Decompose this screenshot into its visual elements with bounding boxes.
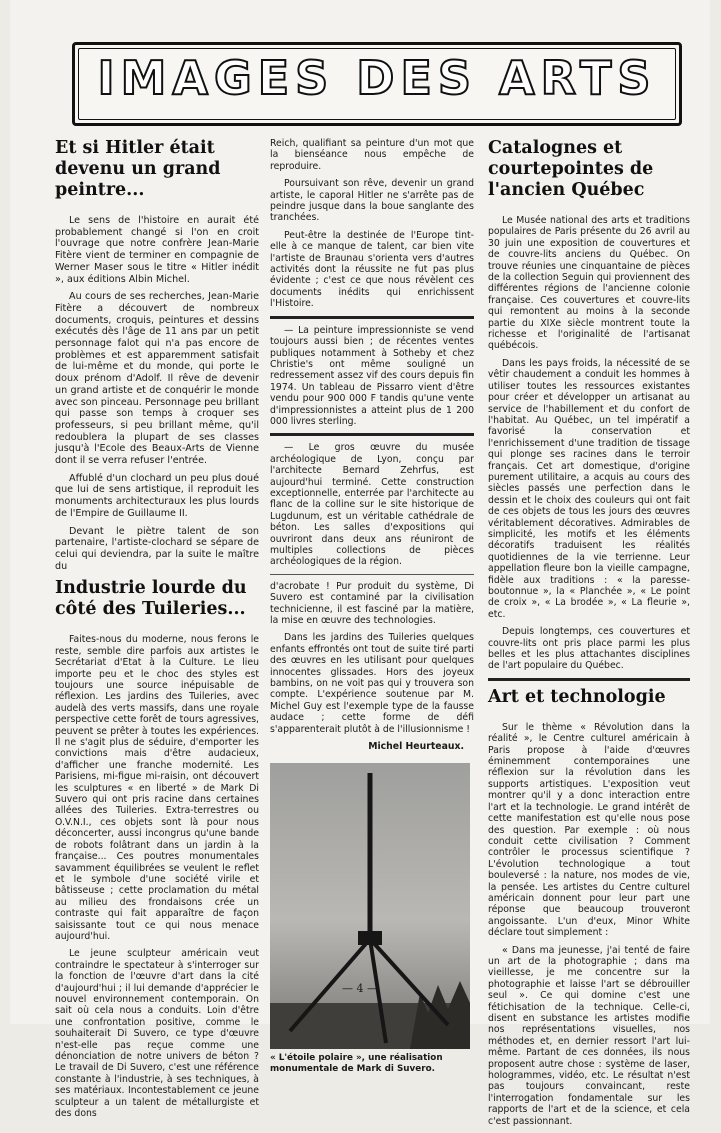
brief-impressionniste: — La peinture impressionniste se vend toujours aussi bien ; de récentes ventes publiques notamment à Sotheby et chez Christie's ont même souligné un redressement assez vif des cours depuis fin 1974. Un tableau de Pissarro vient d'être vendu pour 900 000 F tandis qu'une vente d'impressionnistes a atteint plus de 1 200 000 livres sterling. — [270, 324, 474, 427]
industrie-paragraph: Le jeune sculpteur américain veut contraindre le spectateur à s'interroger sur la fonction de l'œuvre d'art dans la cité d'aujourd'hui ; il lui demande d'apprécier le nouvel environnement contemporain. On sait où cela nous a conduits. Loin d'être une confrontation positive, comme le souhaiterait Di Suvero, ce type d'œuvre n'est-elle pas reçue comme une dénonciation de notre univers de béton ? Le travail de Di Suvero, c'est une référence constante à l'industrie, à ses techniques, à ses matériaux. Incontestablement ce jeune sculpteur a un talent de métallurgiste et des dons — [55, 948, 259, 1120]
column-rule — [270, 433, 474, 436]
catalognes-paragraph: Depuis longtemps, ces couvertures et couvre-lits ont pris place parmi les plus belles et les plus attachantes disciplines de l'art populaire du Québec. — [488, 626, 690, 672]
catalognes-heading: Catalognes et courtepointes de l'ancien Québec — [488, 138, 654, 200]
hitler-paragraph: Au cours de ses recherches, Jean-Marie Fitère a découvert de nombreux documents, croquis, peintures et dessins exécutés dès l'âge de 11 ans par un petit personnage falot qui n'a pas encore de problèmes et est apparemment satisfait de lui-même et du monde, qui porte le doux prénom d'Adolf. Il rêve de devenir un grand artiste et de conquérir le monde avec son pinceau. Personnage peu brillant qui passe son temps à croquer ses professeurs, si peu brillant même, qu'il redoublera la plupart de ses classes jusqu'à l'Ecole des Beaux-Arts de Vienne dont il se verra refuser l'entrée. — [55, 291, 259, 467]
industrie-paragraph: Faites-nous du moderne, nous ferons le reste, semble dire parfois aux artistes le Secrétariat d'Etat à la Culture. Le lieu importe peu et le choc des styles est toujours une source inépuisable de réflexion. Les jardins des Tuileries, avec audelà des verts massifs, dans une royale perspective cette forêt de tours agressives, peuvent se prêter à toutes les expériences. Il ne s'agit plus de séduire, d'emporter les convictions mais d'être audacieux, d'afficher une franche modernité. Les Parisiens, mi-figue mi-raisin, ont découvert les sculptures « en liberté » de Mark Di Suvero qui ont pris racine dans certaines allées des Tuileries. Extra-terrestres ou O.V.N.I., ces objets sont là pour nous déconcerter, aussi incongrus qu'une bande de robots folâtrant dans un jardin à la française... Ces poutres monumentales savamment équilibrées se veulent le reflet et le symbole d'une société virile et bâtisseuse ; cette proclamation du métal au milieu des frondaisons crée un contraste qui fait apparaître de façon saisissante tout ce qui nous menace aujourd'hui. — [55, 634, 259, 942]
catalognes-paragraph: Dans les pays froids, la nécessité de se vêtir chaudement a conduit les hommes à utiliser toutes les ressources existantes pour créer et développer un artisanat au service de l'habillement et du confort de l'habitat. Au Québec, un tel impératif a favorisé la conservation et l'enrichissement d'une tradition de tissage qui plonge ses racines dans le terroir français. Cet art domestique, d'origine purement utilitaire, a acquis au cours des siècles passés une perfection dans le dessin et le choix des couleurs qui ont fait de ces objets de tous les jours des œuvres véritablement décoratives. Admirables de simplicité, les motifs et les éléments décoratifs traduisent les réalités quotidiennes de la vie terrienne. Leur appellation fleure bon la vieille campagne, fidèle aux traditions : « la paresse-boutonnue », la « Planchée », « Le point de croix », « La brodée », « La fleurie », etc. — [488, 357, 690, 620]
article-signature: Michel Heurteaux. — [368, 741, 464, 753]
hitler-paragraph: Reich, qualifiant sa peinture d'un mot que la bienséance nous empêche de reproduire. — [270, 138, 474, 172]
industrie-paragraph: d'acrobate ! Pur produit du système, Di Suvero est contaminé par la civilisation technicienne, il est fasciné par la matière, la mise en œuvre des technologies. — [270, 580, 474, 627]
industrie-article — [55, 578, 259, 1119]
hitler-paragraph: Le sens de l'histoire en aurait été probablement changé si l'on en croit l'ouvrage que notre confrère Jean-Marie Fitère vient de terminer en compagnie de Werner Maser sous le titre « Hitler inédit », aux éditions Albin Michel. — [55, 215, 259, 285]
industrie-paragraph: Dans les jardins des Tuileries quelques enfants effrontés ont tout de suite tiré parti des œuvres en les utilisant pour quelques innocentes glissades. Hors des joyeux bambins, on ne voit pas qui y trouvera son compte. L'expérience soutenue par M. Michel Guy est l'exemple type de la fausse audace ; cette forme de défi s'apparenterait plutôt à de l'illusionnisme ! — [270, 632, 474, 735]
column-rule — [270, 574, 474, 575]
photo-caption: « L'étoile polaire », une réalisation monumentale de Mark di Suvero. — [270, 1052, 443, 1074]
hitler-paragraph: Affublé d'un clochard un peu plus doué que lui de sens artistique, il reproduit les monuments architecturaux les plus lourds de l'Empire de Guillaume II. — [55, 472, 259, 519]
industrie-heading: Industrie lourde du côté des Tuileries... — [55, 578, 247, 620]
hitler-heading: Et si Hitler était devenu un grand peintre... — [55, 138, 221, 200]
page-number: — 4 — — [342, 982, 378, 995]
masthead-title: IMAGES DES ARTS — [97, 51, 657, 105]
catalognes-paragraph: Le Musée national des arts et traditions populaires de Paris présente du 26 avril au 30 juin une exposition de couvertures et de couvre-lits anciens du Québec. On trouve réunies une cinquantaine de pièces de la collection Seguin qui proviennent des différentes régions de l'ancienne colonie française. Ces couvertures et couvre-lits qui remontent au moins à la seconde partie du XIXe siècle montrent toute la richesse et l'originalité de l'artisanat québécois. — [488, 215, 690, 352]
column-middle — [270, 138, 474, 1075]
hitler-paragraph: Poursuivant son rêve, devenir un grand artiste, le caporal Hitler ne s'arrête pas de peindre jusque dans la boue sanglante des tranchées. — [270, 178, 474, 224]
hitler-paragraph: Peut-être la destinée de l'Europe tint-elle à ce manque de talent, car bien vite l'artiste de Braunau s'orienta vers d'autres activités dont la réussite ne fut pas plus évidente ; c'est ce que nous révèlent ces documents inédits qui enrichissent l'Histoire. — [270, 229, 474, 310]
masthead — [72, 42, 682, 126]
brief-musee: — Le gros œuvre du musée archéologique de Lyon, conçu par l'architecte Bernard Zehrfus, est aujourd'hui terminé. Cette construction exceptionnelle, enterrée par l'architecte au flanc de la colline sur le site historique de Lugdunum, est un véritable cathédrale de béton. Les salles d'expositions qui ouvriront dans deux ans réuniront de multiples collections de pièces archéologiques de la région. — [270, 442, 474, 568]
technologie-paragraph: Sur le thème « Révolution dans la réalité », le Centre culturel américain à Paris propose à l'aide d'œuvres éminemment contemporaines une réflexion sur la révolution dans les supports artistiques. L'exposition veut montrer qu'il y a donc interaction entre l'art et la technologie. Le grand intérêt de cette manifestation est qu'elle nous pose des question. Par exemple : où nous conduit cette civilisation ? Comment contrôler le processus scientifique ? L'évolution technologique a tout bouleversé : la nature, nos modes de vie, la pensée. Les artistes du Centre culturel américain donnent pour leur part une réponse que beaucoup trouveront angoissante. L'un d'eux, Minor White déclare tout simplement : — [488, 721, 690, 939]
hitler-paragraph: Devant le piètre talent de son partenaire, l'artiste-clochard se sépare de celui qui deviendra, par la suite le maître du — [55, 525, 259, 572]
etoile-polaire-sculpture-illustration — [270, 763, 470, 1049]
technologie-heading: Art et technologie — [488, 686, 666, 707]
technologie-paragraph: « Dans ma jeunesse, j'ai tenté de faire un art de la photographie ; dans ma vieillesse, je me concentre sur la photographie et laisse l'art se débrouiller seul ». Ce qui domine c'est une fétichisation de la technique. Celle-ci, disent en substance les artistes modifie nos représentations visuelles, nos méthodes et, en dernier ressort l'art lui-même. Partant de ces données, ils nous proposent autre chose : système de laser, hologrammes, vidéo, etc. Le résultat n'est pas toujours convaincant, reste l'interrogation fondamentale sur les rapports de l'art et de la science, et cela c'est passionnant. — [488, 944, 690, 1127]
column-rule — [488, 678, 690, 681]
sculpture-photo — [270, 763, 470, 1049]
newspaper-page — [10, 0, 710, 1127]
column-left — [55, 138, 259, 1125]
column-rule — [270, 316, 474, 319]
